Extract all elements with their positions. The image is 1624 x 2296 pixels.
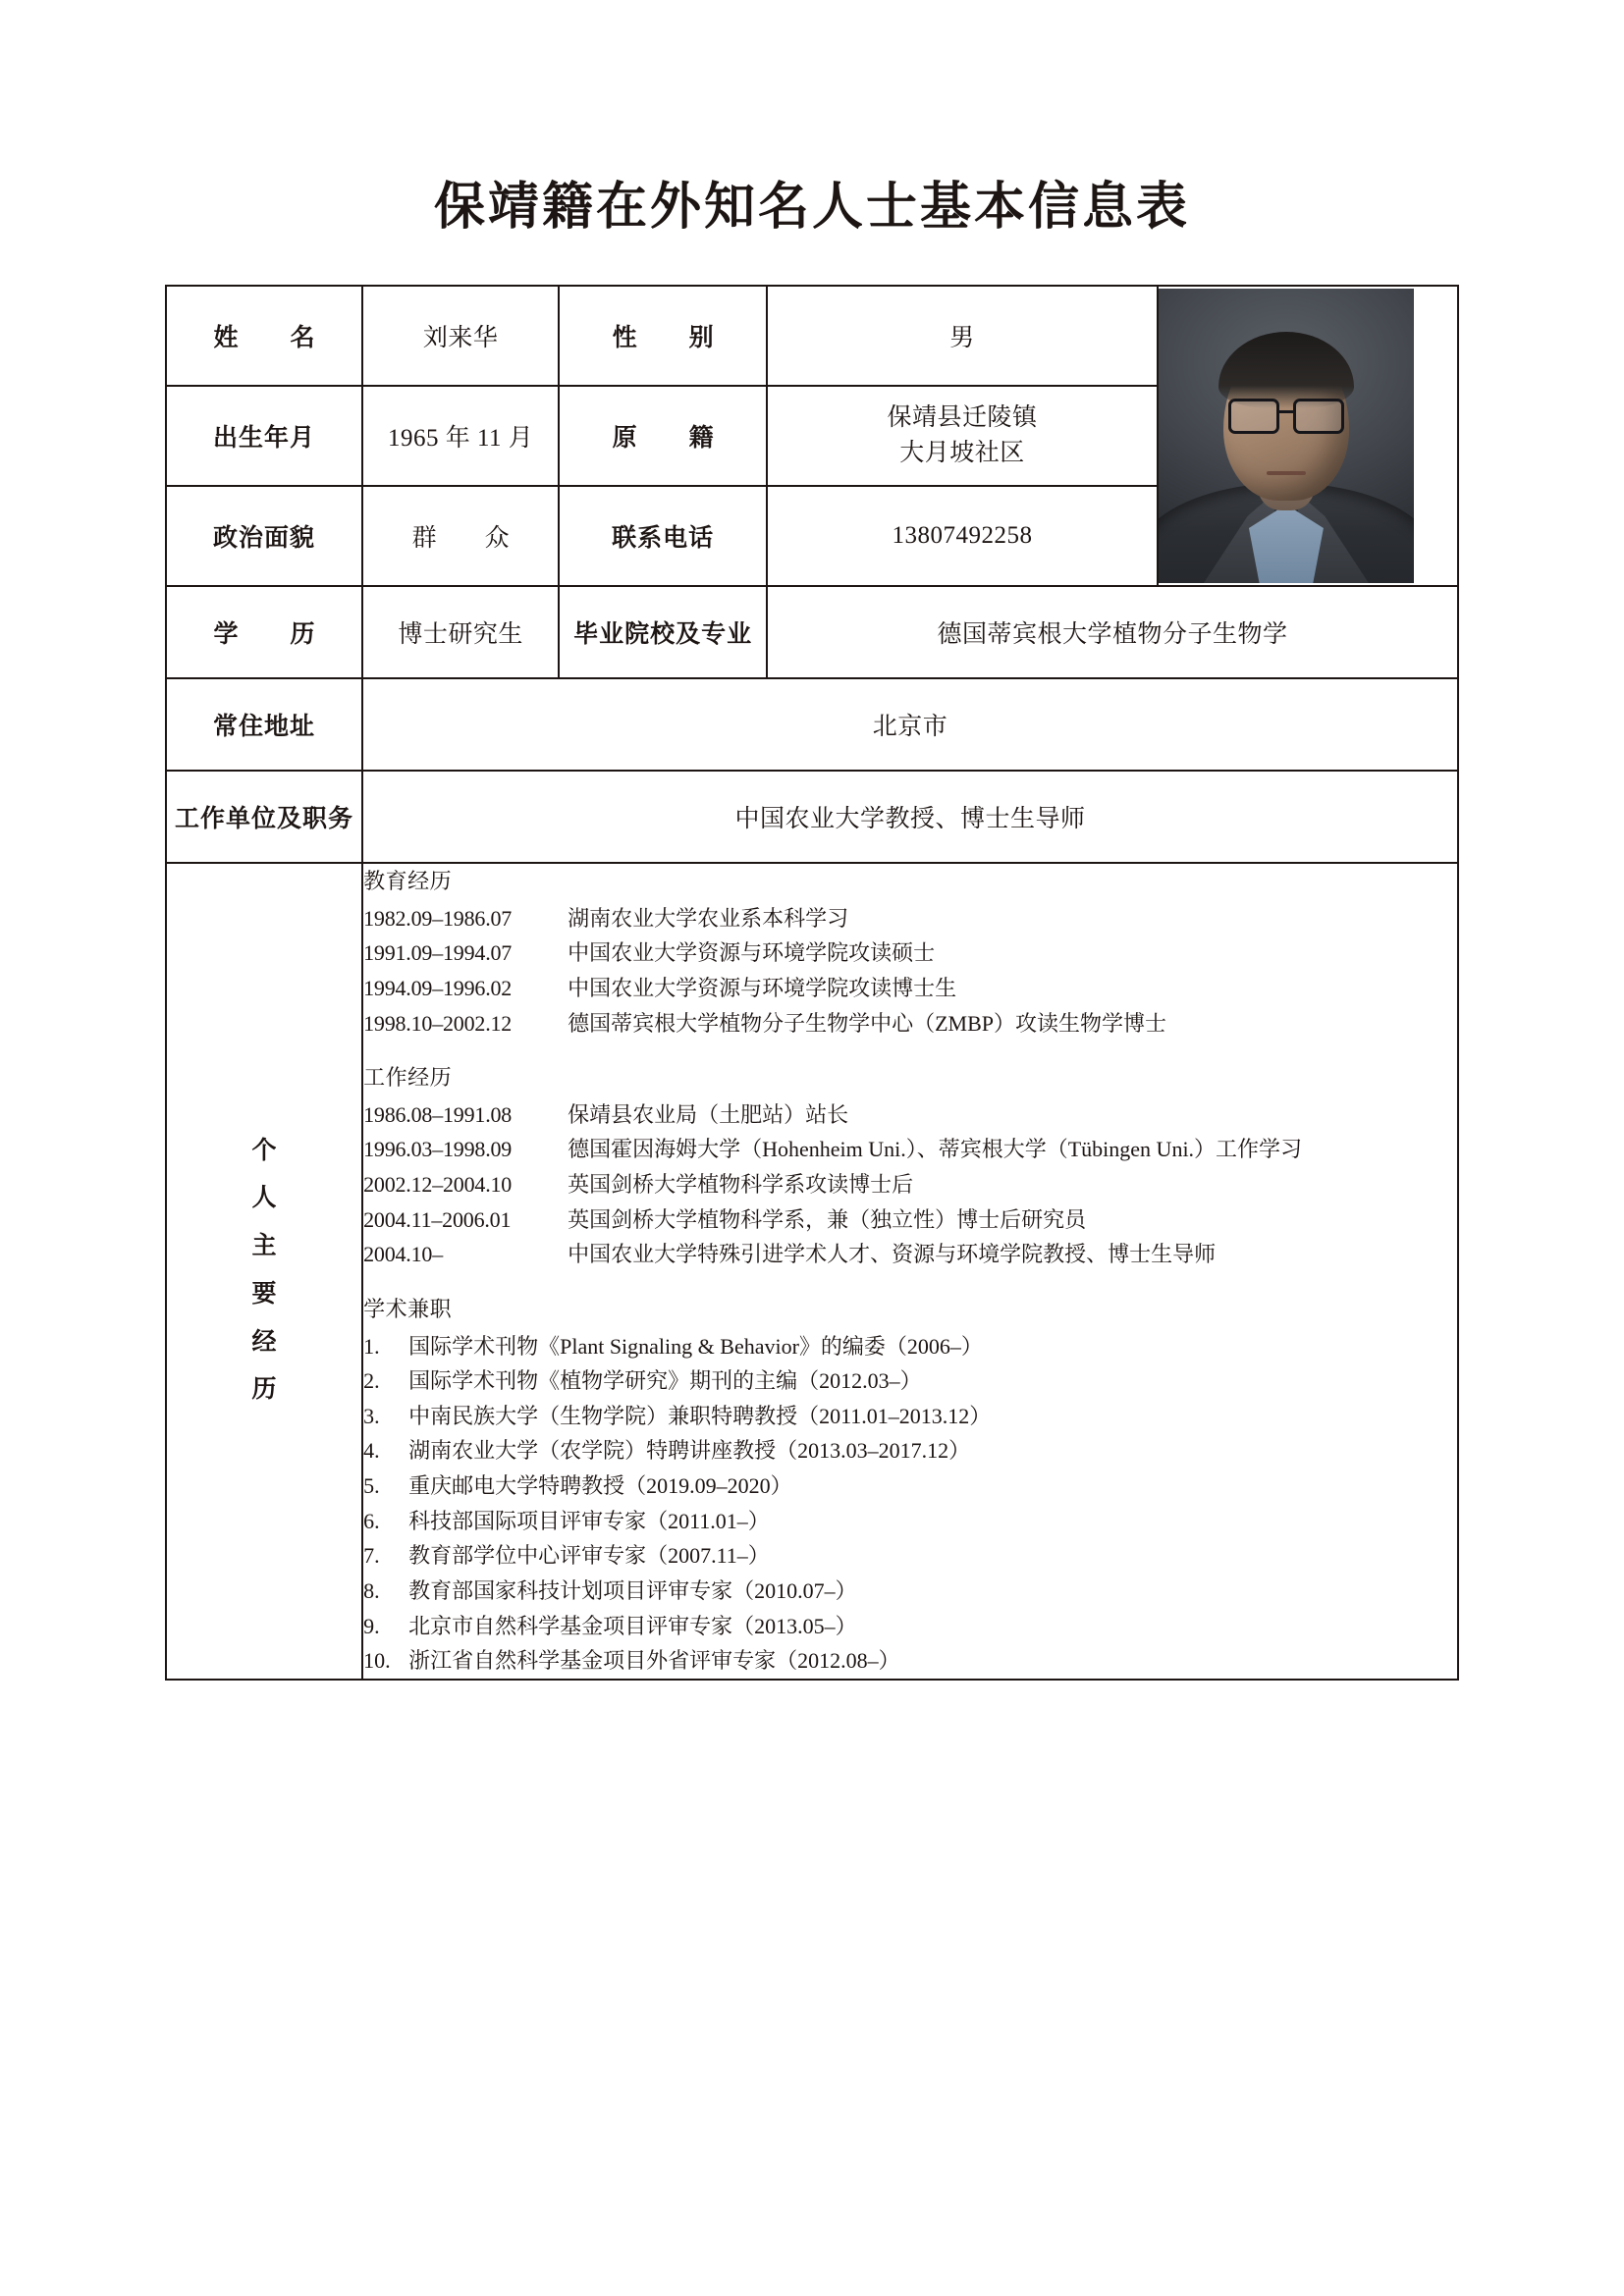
education-history-list [363,901,1457,1041]
political-label: 政治面貌 [166,486,362,586]
academic-position-item [363,1468,1457,1504]
page-title: 保靖籍在外知名人士基本信息表 [433,180,1190,236]
experience-entry [363,935,1457,971]
experience-entry [363,1006,1457,1041]
phone-label: 联系电话 [559,486,767,586]
table-row-address [166,678,1458,771]
academic-position-number: 9. [363,1613,380,1638]
origin-value [767,386,1158,486]
experience-entry-description: 中国农业大学特殊引进学术人才、资源与环境学院教授、博士生导师 [568,1242,1217,1267]
academic-position-text: 国际学术刊物《植物学研究》期刊的主编（2012.03–） [408,1368,922,1394]
table-row-experience [166,863,1458,1680]
academic-position-number: 10. [363,1648,391,1674]
experience-side-label-text [167,1128,361,1415]
academic-position-number: 7. [363,1543,380,1569]
portrait-photo [1159,289,1414,583]
experience-entry-date: 1998.10–2002.12 [363,1010,513,1036]
academic-position-item [363,1504,1457,1539]
academic-positions-list [363,1329,1457,1679]
experience-entry-date: 1996.03–1998.09 [363,1137,513,1162]
academic-position-number: 3. [363,1403,380,1428]
academic-position-number: 4. [363,1438,380,1464]
academic-position-text: 教育部学位中心评审专家（2007.11–） [408,1543,770,1569]
political-value: 群 众 [362,486,559,586]
origin-value-line1: 保靖县迁陵镇 [887,403,1038,431]
experience-entry-description: 英国剑桥大学植物科学系攻读博士后 [568,1172,914,1197]
academic-position-number: 1. [363,1333,380,1359]
gender-value: 男 [767,286,1158,386]
lens-right [1293,399,1344,434]
portrait-photo-cell [1158,286,1458,586]
academic-position-text: 重庆邮电大学特聘教授（2019.09–2020） [408,1473,792,1498]
experience-entry-description: 德国霍因海姆大学（Hohenheim Uni.）、蒂宾根大学（Tübingen Uni.）工作学习 [568,1137,1303,1162]
academic-position-item [363,1574,1457,1609]
experience-entry [363,901,1457,936]
work-history-list [363,1097,1457,1272]
experience-entry-date: 1982.09–1986.07 [363,905,513,931]
experience-entry-description: 英国剑桥大学植物科学系，兼（独立性）博士后研究员 [568,1206,1087,1232]
experience-side-label-char: 个 [251,1137,277,1164]
birth-label: 出生年月 [166,386,362,486]
experience-body [362,863,1458,1680]
school-value: 德国蒂宾根大学植物分子生物学 [767,586,1458,678]
experience-entry [363,1097,1457,1133]
academic-position-text: 科技部国际项目评审专家（2011.01–） [408,1508,770,1533]
address-label: 常住地址 [166,678,362,771]
work-history-heading: 工作经历 [363,1065,453,1091]
academic-position-item [363,1399,1457,1434]
name-label: 姓 名 [166,286,362,386]
academic-position-number: 8. [363,1577,380,1603]
experience-entry-description: 德国蒂宾根大学植物分子生物学中心（ZMBP）攻读生物学博士 [568,1010,1167,1036]
academic-position-text: 教育部国家科技计划项目评审专家（2010.07–） [408,1577,857,1603]
experience-entry-date: 2004.11–2006.01 [363,1206,512,1232]
education-value: 博士研究生 [362,586,559,678]
experience-entry [363,1202,1457,1238]
table-row-name [166,286,1458,386]
academic-position-text: 北京市自然科学基金项目评审专家（2013.05–） [408,1613,857,1638]
experience-entry [363,1132,1457,1167]
academic-position-text: 国际学术刊物《Plant Signaling & Behavior》的编委（2006–） [408,1333,983,1359]
academic-position-number: 5. [363,1473,380,1498]
personal-info-table [165,285,1459,1681]
academic-position-number: 6. [363,1508,380,1533]
phone-value: 13807492258 [767,486,1158,586]
academic-position-item [363,1643,1457,1679]
experience-entry-date: 2002.12–2004.10 [363,1172,513,1197]
academic-position-item [363,1363,1457,1399]
work-value: 中国农业大学教授、博士生导师 [362,771,1458,863]
gender-label: 性 别 [559,286,767,386]
origin-label: 原 籍 [559,386,767,486]
academic-positions-heading: 学术兼职 [363,1296,453,1321]
academic-position-item [363,1329,1457,1364]
school-label: 毕业院校及专业 [559,586,767,678]
photo-mouth [1267,471,1306,475]
experience-entry-description: 保靖县农业局（土肥站）站长 [568,1101,849,1127]
experience-entry [363,1167,1457,1202]
experience-side-label-char: 要 [251,1280,277,1308]
experience-side-label-char: 经 [251,1328,277,1356]
experience-entry-date: 1991.09–1994.07 [363,940,513,966]
academic-position-item [363,1609,1457,1644]
experience-side-label-char: 历 [251,1376,277,1404]
experience-entry-date: 2004.10– [363,1242,443,1267]
academic-position-text: 湖南农业大学（农学院）特聘讲座教授（2013.03–2017.12） [408,1438,971,1464]
experience-entry-date: 1986.08–1991.08 [363,1101,513,1127]
table-row-education [166,586,1458,678]
experience-entry-date: 1994.09–1996.02 [363,975,513,1000]
table-row-work [166,771,1458,863]
birth-value: 1965 年 11 月 [362,386,559,486]
academic-position-item [363,1538,1457,1574]
experience-entry-description: 湖南农业大学农业系本科学习 [568,905,849,931]
experience-entry-description: 中国农业大学资源与环境学院攻读硕士 [568,940,936,966]
experience-entry [363,1237,1457,1272]
address-value: 北京市 [362,678,1458,771]
academic-position-text: 中南民族大学（生物学院）兼职特聘教授（2011.01–2013.12） [408,1403,992,1428]
glasses-icon [1224,399,1348,432]
experience-side-label-char: 主 [251,1233,277,1260]
name-value: 刘来华 [362,286,559,386]
experience-side-label [166,863,362,1680]
academic-position-item [363,1433,1457,1468]
education-history-heading: 教育经历 [363,869,453,893]
work-label: 工作单位及职务 [166,771,362,863]
academic-position-text: 浙江省自然科学基金项目外省评审专家（2012.08–） [408,1648,900,1674]
experience-entry [363,971,1457,1006]
experience-entry-description: 中国农业大学资源与环境学院攻读博士生 [568,975,957,1000]
education-label: 学 历 [166,586,362,678]
origin-value-line2: 大月坡社区 [899,440,1025,466]
lens-left [1228,399,1279,434]
experience-side-label-char: 人 [251,1185,277,1212]
academic-position-number: 2. [363,1368,380,1394]
